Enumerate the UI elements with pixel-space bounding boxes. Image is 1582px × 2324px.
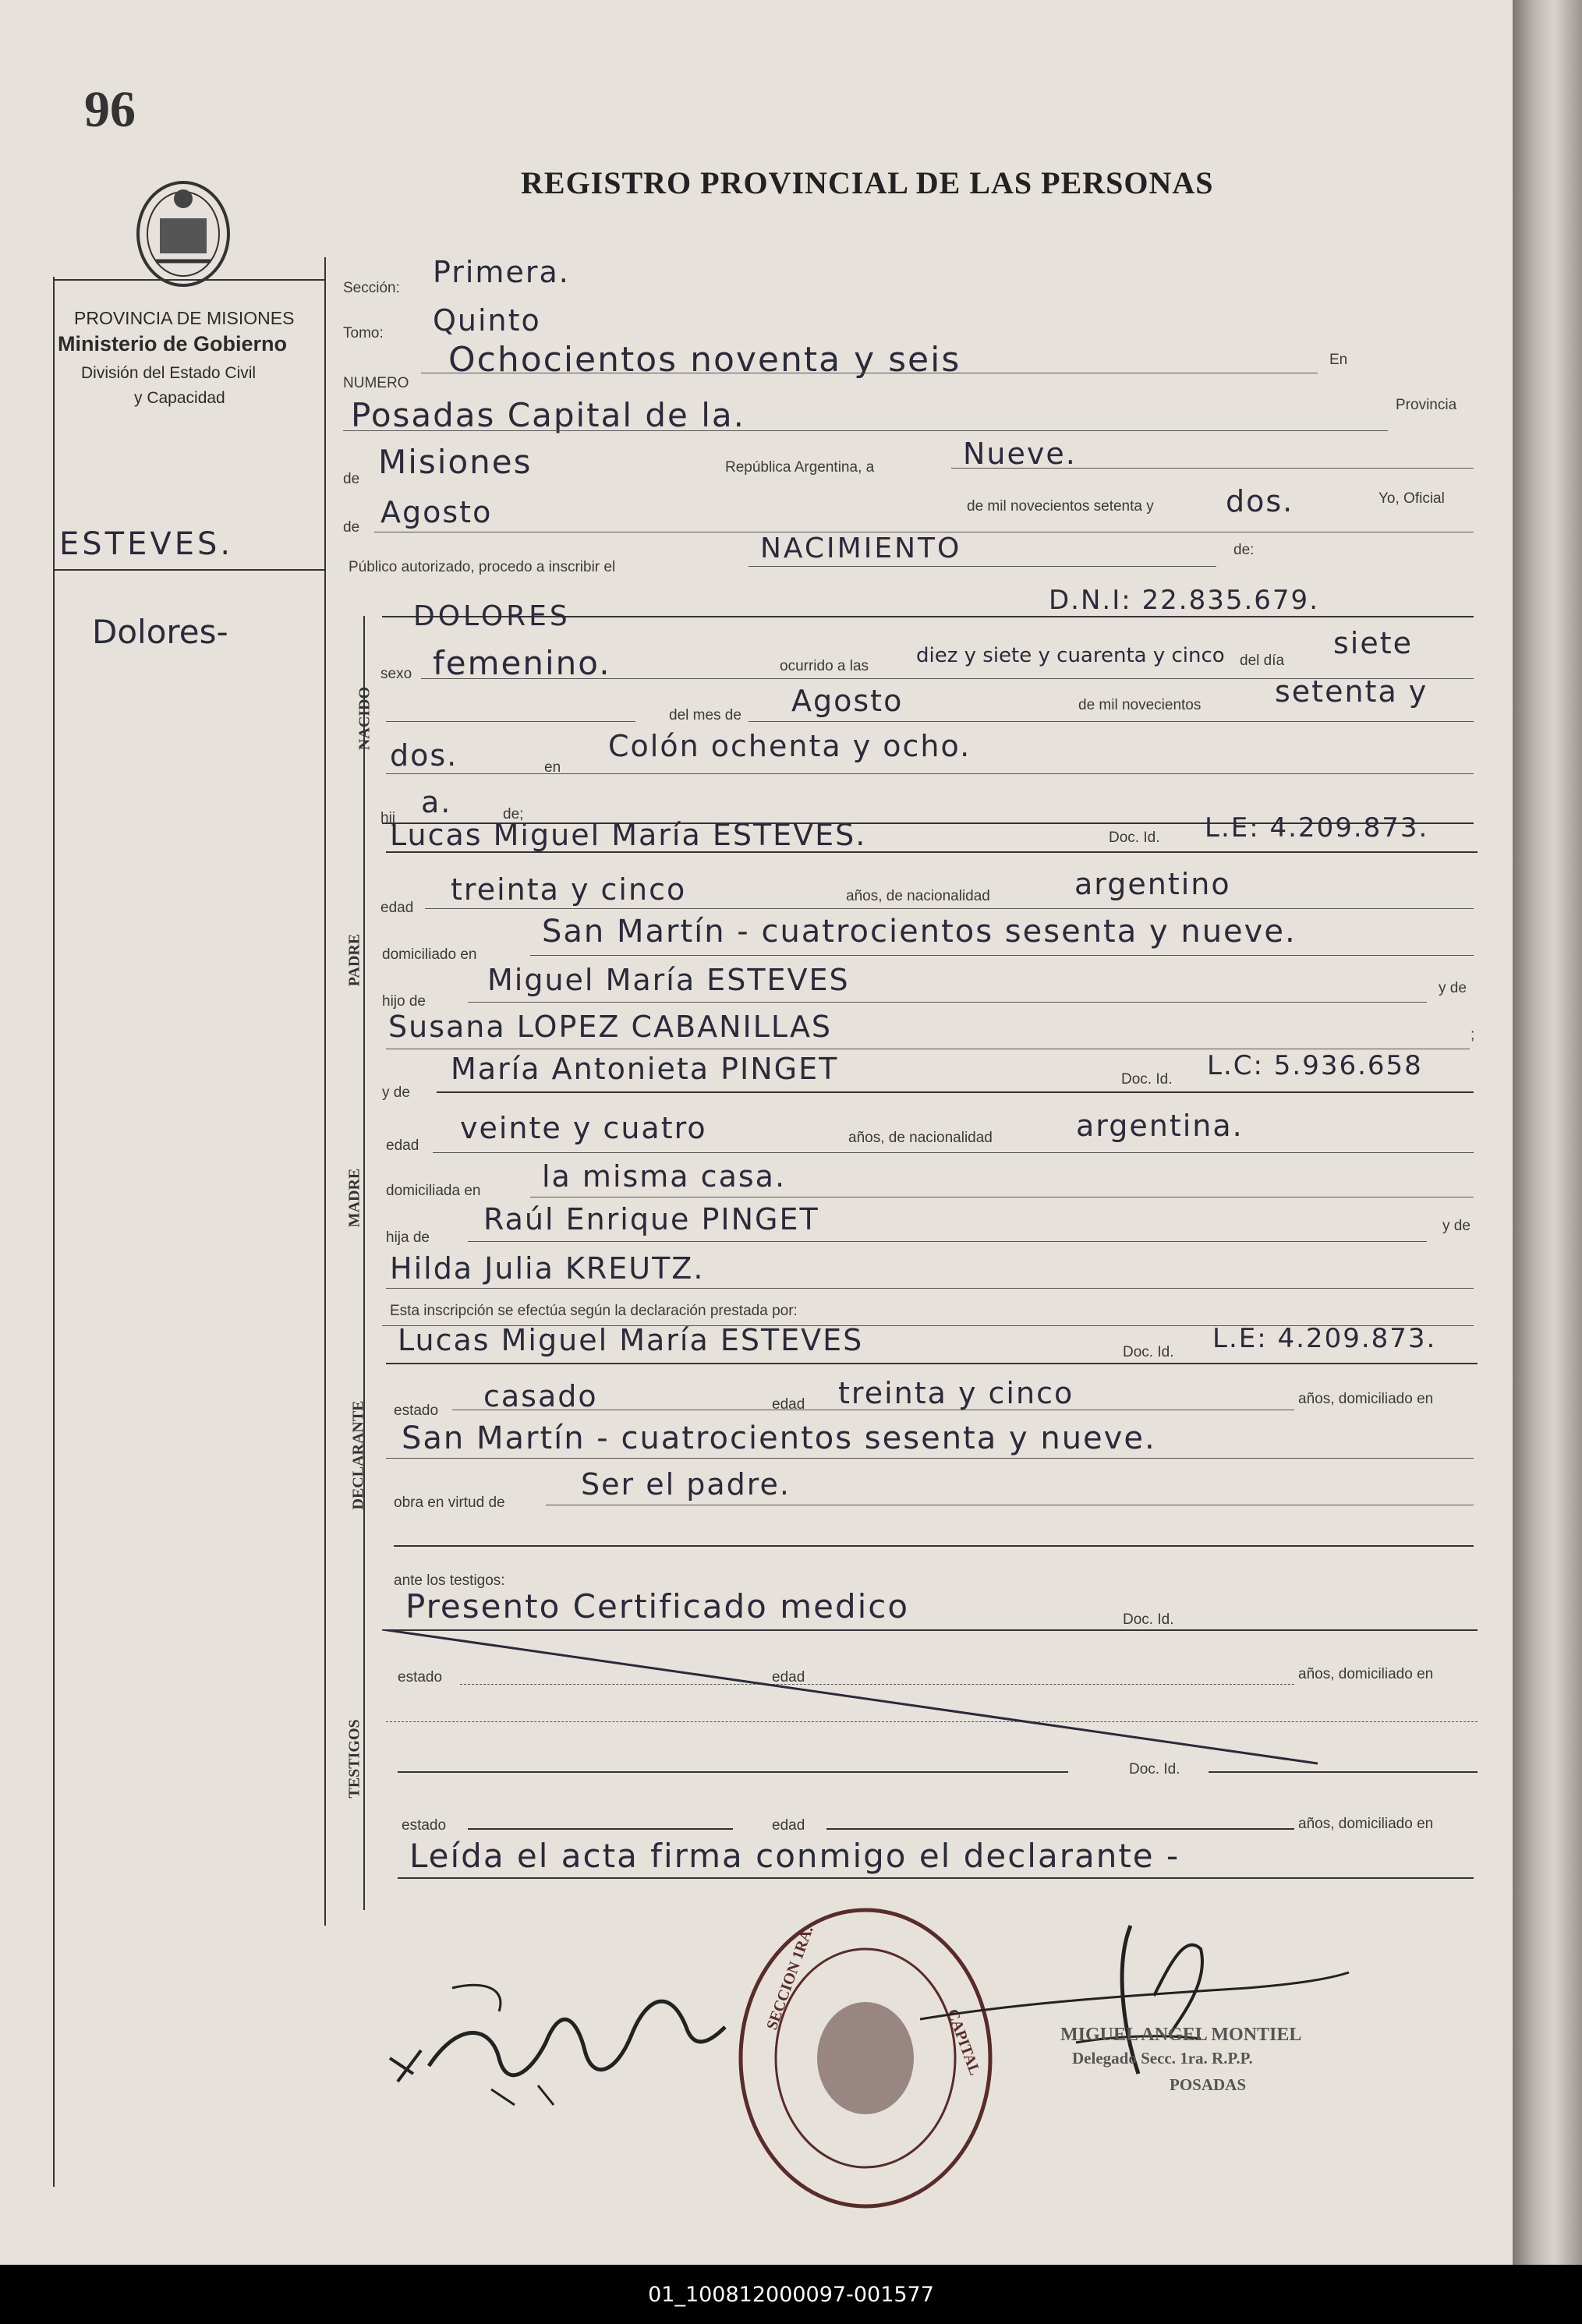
- label-anos-dom-t1: años, domiciliado en: [1298, 1666, 1434, 1682]
- page-number: 96: [84, 81, 136, 138]
- label-edad-madre: edad: [386, 1137, 419, 1154]
- value-acto: NACIMIENTO: [760, 532, 962, 564]
- madre-edad-rule: [433, 1152, 1474, 1153]
- value-hij-suffix: a.: [421, 785, 452, 819]
- section-padre: PADRE: [345, 933, 363, 987]
- label-ocurrido: ocurrido a las: [780, 658, 869, 674]
- label-numero: NUMERO: [343, 375, 409, 391]
- value-padre-nac: argentino: [1074, 867, 1231, 901]
- label-ante-testigos: ante los testigos:: [394, 1572, 505, 1589]
- value-decl-nombre: Lucas Miguel María ESTEVES: [398, 1323, 864, 1357]
- padre-edad-rule: [425, 908, 1474, 909]
- label-doc-testigo-2: Doc. Id.: [1129, 1761, 1180, 1777]
- label-de-semi: de;: [503, 806, 524, 822]
- label-tomo: Tomo:: [343, 325, 384, 341]
- label-dom-padre: domiciliado en: [382, 946, 477, 963]
- lugar-nac-rule: [386, 773, 1474, 774]
- margin-surname: ESTEVES.: [59, 526, 234, 562]
- svg-text:SECCION 1RA.: SECCION 1RA.: [763, 1923, 817, 2032]
- label-provincia: Provincia: [1396, 397, 1457, 413]
- label-de-1: de: [343, 471, 360, 487]
- division-name: División del Estado Civil: [81, 364, 257, 382]
- label-mil-novecientos: de mil novecientos setenta y: [967, 498, 1154, 515]
- label-edad-t1: edad: [772, 1669, 805, 1686]
- label-en-nac: en: [544, 759, 561, 776]
- value-padre-edad: treinta y cinco: [451, 872, 687, 907]
- label-nac-padre: años, de nacionalidad: [846, 888, 990, 904]
- value-decl-edad: treinta y cinco: [838, 1376, 1074, 1410]
- value-madre-edad: veinte y cuatro: [460, 1111, 707, 1145]
- official-name: MIGUEL ANGEL MONTIEL: [1060, 2025, 1302, 2045]
- capacity-name: y Capacidad: [134, 389, 225, 407]
- label-semicolon: ;: [1471, 1027, 1475, 1043]
- value-hora: diez y siete y cuarenta y cinco: [916, 644, 1225, 667]
- acto-rule: [749, 566, 1216, 567]
- value-anio-nac-b: dos.: [390, 738, 458, 773]
- label-edad-t2: edad: [772, 1817, 805, 1834]
- value-decl-estado: casado: [483, 1379, 598, 1413]
- value-madre-padre: Raúl Enrique PINGET: [483, 1202, 819, 1236]
- label-publico: Público autorizado, procedo a inscribir el: [349, 559, 616, 575]
- label-en: En: [1329, 352, 1348, 368]
- section-nacido: NACIDO: [356, 686, 373, 751]
- value-madre-dom: la misma casa.: [542, 1159, 787, 1194]
- label-edad-decl: edad: [772, 1396, 805, 1413]
- label-y-de-padre: y de: [1439, 980, 1467, 996]
- padre-dom-rule: [530, 955, 1474, 956]
- padre-padre-rule: [468, 1002, 1427, 1003]
- value-numero: Ochocientos noventa y seis: [448, 340, 961, 380]
- label-republica: República Argentina, a: [725, 459, 875, 476]
- register-title: REGISTRO PROVINCIAL DE LAS PERSONAS: [521, 165, 1214, 200]
- label-de-colon: de:: [1233, 542, 1255, 558]
- section-testigos: TESTIGOS: [345, 1719, 363, 1799]
- madre-padre-rule: [468, 1241, 1427, 1242]
- decl-dom-rule: [386, 1458, 1474, 1459]
- value-provincia: Misiones: [378, 443, 533, 481]
- value-madre-madre: Hilda Julia KREUTZ.: [390, 1251, 705, 1286]
- coat-of-arms-emblem: [133, 175, 234, 288]
- value-madre-nombre: María Antonieta PINGET: [451, 1052, 839, 1086]
- value-dia-nac: siete: [1333, 626, 1414, 660]
- label-doc-decl: Doc. Id.: [1123, 1344, 1174, 1360]
- label-hij: hij: [380, 810, 396, 826]
- label-estado-t2: estado: [402, 1817, 447, 1834]
- label-de-mil: de mil novecientos: [1078, 697, 1202, 713]
- label-hija-de: hija de: [386, 1229, 430, 1246]
- label-del-mes: del mes de: [669, 707, 741, 723]
- value-anio: dos.: [1226, 484, 1294, 518]
- blank-dia-rule: [386, 721, 635, 722]
- value-madre-nac: argentina.: [1076, 1109, 1244, 1143]
- value-mes: Agosto: [380, 495, 493, 529]
- label-nac-madre: años, de nacionalidad: [848, 1130, 993, 1146]
- value-anio-nac-a: setenta y: [1275, 674, 1428, 709]
- label-dom-madre: domiciliada en: [386, 1183, 481, 1199]
- label-seccion: Sección:: [343, 280, 400, 296]
- value-decl-doc: L.E: 4.209.873.: [1212, 1323, 1437, 1354]
- label-yo-oficial: Yo, Oficial: [1378, 490, 1445, 507]
- label-de-2: de: [343, 519, 360, 536]
- official-city: POSADAS: [1170, 2075, 1247, 2094]
- value-sexo: femenino.: [433, 644, 611, 682]
- value-tomo: Quinto: [433, 303, 541, 338]
- footer-bar: [0, 2265, 1582, 2324]
- section-declarante: DECLARANTE: [349, 1400, 367, 1510]
- label-hijo-de: hijo de: [382, 993, 426, 1010]
- label-doc-madre: Doc. Id.: [1121, 1071, 1173, 1088]
- value-lugar-nac: Colón ochenta y ocho.: [608, 729, 971, 763]
- label-esta-inscripcion: Esta inscripción se efectúa según la declaración prestada por:: [390, 1303, 798, 1319]
- official-role: Delegado Secc. 1ra. R.P.P.: [1072, 2049, 1253, 2068]
- value-dia: Nueve.: [963, 437, 1077, 471]
- value-testigos: Presento Certificado medico: [405, 1587, 910, 1625]
- value-cierre: Leída el acta firma conmigo el declarante -: [409, 1837, 1180, 1875]
- label-obra: obra en virtud de: [394, 1495, 505, 1511]
- t2-edad-rule: [826, 1828, 1294, 1830]
- ministry-name: Ministerio de Gobierno: [58, 332, 288, 355]
- left-margin-border: [53, 277, 55, 2187]
- value-dni: D.N.I: 22.835.679.: [1049, 585, 1319, 616]
- label-doc-testigo-1: Doc. Id.: [1123, 1611, 1174, 1628]
- value-decl-virtud: Ser el padre.: [581, 1467, 791, 1502]
- value-padre-dom: San Martín - cuatrocientos sesenta y nueve.: [542, 914, 1297, 950]
- t2-name-rule: [398, 1771, 1068, 1773]
- decl-blank-rule: [394, 1545, 1474, 1547]
- value-seccion: Primera.: [433, 255, 570, 289]
- label-del-dia: del día: [1240, 653, 1285, 669]
- label-estado-decl: estado: [394, 1403, 439, 1419]
- margin-column-divider: [324, 257, 326, 1926]
- label-y-de-madre-2: y de: [1442, 1218, 1471, 1234]
- svg-text:CAPITAL: CAPITAL: [943, 2007, 984, 2078]
- value-madre-doc: L.C: 5.936.658: [1207, 1050, 1423, 1081]
- label-anos-dom-t2: años, domiciliado en: [1298, 1816, 1434, 1832]
- madre-name-rule: [437, 1091, 1474, 1093]
- label-edad-padre: edad: [380, 900, 414, 916]
- value-padre-madre: Susana LOPEZ CABANILLAS: [388, 1010, 833, 1044]
- label-sexo: sexo: [380, 666, 412, 682]
- padre-name-rule: [386, 851, 1478, 853]
- margin-given-name: Dolores-: [92, 613, 228, 651]
- section-madre: MADRE: [345, 1168, 363, 1228]
- value-mes-nac: Agosto: [791, 684, 904, 718]
- label-anos-dom-decl: años, domiciliado en: [1298, 1391, 1434, 1407]
- value-padre-nombre: Lucas Miguel María ESTEVES.: [390, 818, 867, 852]
- lugar-rule: [343, 430, 1388, 431]
- mes-nac-rule: [749, 721, 1474, 722]
- label-estado-t1: estado: [398, 1669, 443, 1686]
- madre-madre-rule: [386, 1288, 1474, 1289]
- t2-doc-rule: [1209, 1771, 1478, 1773]
- label-doc-padre: Doc. Id.: [1109, 829, 1160, 846]
- footer-image-id: 01_100812000097-001577: [648, 2283, 934, 2307]
- value-decl-dom: San Martín - cuatrocientos sesenta y nueve.: [402, 1420, 1156, 1456]
- label-y-de-madre: y de: [382, 1084, 410, 1101]
- cierre-rule: [398, 1877, 1474, 1879]
- surname-rule: [53, 569, 324, 571]
- value-nombre: DOLORES: [413, 600, 571, 632]
- margin-top-rule: [53, 279, 324, 281]
- dia-rule: [951, 468, 1474, 469]
- value-padre-padre: Miguel María ESTEVES: [487, 963, 850, 997]
- declarant-signature: [374, 1957, 733, 2113]
- decl-name-rule: [386, 1363, 1478, 1364]
- province-name: PROVINCIA DE MISIONES: [74, 308, 295, 328]
- testigos-cancel-line: [382, 1629, 1325, 1770]
- book-spine-edge: [1513, 0, 1582, 2265]
- t2-estado-rule: [468, 1828, 733, 1830]
- value-padre-doc: L.E: 4.209.873.: [1205, 812, 1429, 844]
- value-lugar: Posadas Capital de la.: [351, 396, 745, 434]
